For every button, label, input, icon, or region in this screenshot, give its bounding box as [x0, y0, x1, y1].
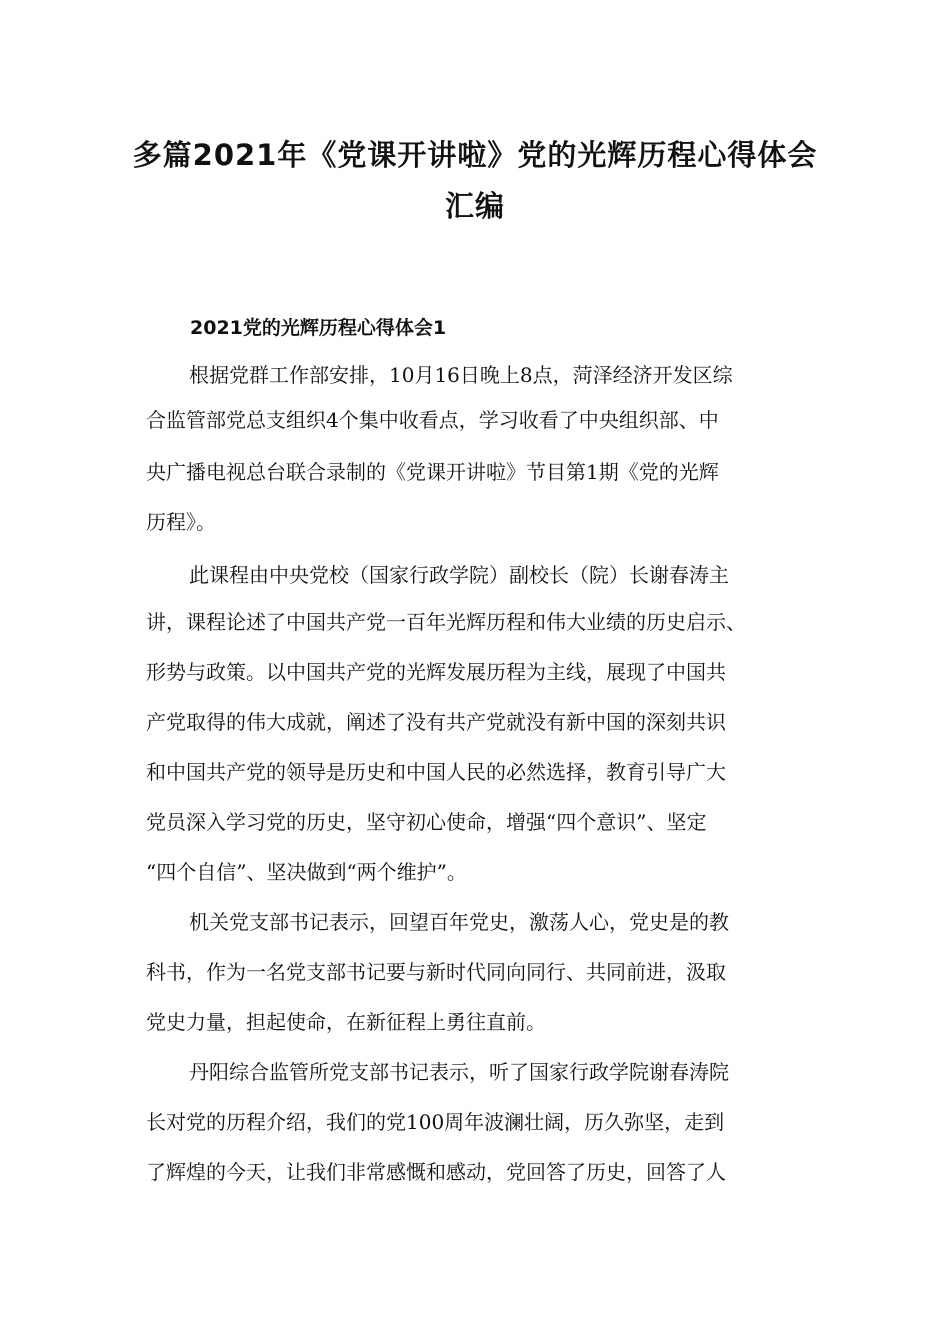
- paragraph-line: 机关党支部书记表示，回望百年党史，激荡人心，党史是的教: [189, 910, 729, 934]
- paragraph-line: 科书，作为一名党支部书记要与新时代同向同行、共同前进，汲取: [146, 960, 726, 984]
- paragraph-line: “四个自信”、坚决做到“两个维护”。: [146, 860, 467, 884]
- paragraph-line: 央广播电视总台联合录制的《党课开讲啦》节目第1期《党的光辉: [146, 460, 719, 484]
- paragraph-line: 根据党群工作部安排，10月16日晚上8点，菏泽经济开发区综: [189, 363, 733, 387]
- paragraph-line: 形势与政策。以中国共产党的光辉发展历程为主线，展现了中国共: [146, 660, 726, 684]
- document-title-line-2: 汇编: [444, 189, 505, 223]
- paragraph-line: 合监管部党总支组织4个集中收看点，学习收看了中央组织部、中: [146, 408, 719, 432]
- section-heading: 2021党的光辉历程心得体会1: [190, 317, 447, 339]
- paragraph-line: 党史力量，担起使命，在新征程上勇往直前。: [146, 1010, 546, 1034]
- paragraph-line: 和中国共产党的领导是历史和中国人民的必然选择，教育引导广大: [146, 760, 726, 784]
- paragraph-line: 了辉煌的今天，让我们非常感慨和感动，党回答了历史，回答了人: [146, 1160, 726, 1184]
- document-title-line-1: 多篇2021年《党课开讲啦》党的光辉历程心得体会: [132, 138, 818, 172]
- paragraph-line: 丹阳综合监管所党支部书记表示，听了国家行政学院谢春涛院: [189, 1060, 729, 1084]
- paragraph-line: 产党取得的伟大成就，阐述了没有共产党就没有新中国的深刻共识: [146, 710, 726, 734]
- paragraph-line: 讲，课程论述了中国共产党一百年光辉历程和伟大业绩的历史启示、: [146, 610, 746, 634]
- paragraph-line: 历程》。: [146, 510, 216, 534]
- paragraph-line: 长对党的历程介绍，我们的党100周年波澜壮阔，历久弥坚，走到: [146, 1110, 725, 1134]
- paragraph-line: 此课程由中央党校（国家行政学院）副校长（院）长谢春涛主: [189, 563, 729, 587]
- paragraph-line: 党员深入学习党的历史，坚守初心使命，增强“四个意识”、坚定: [146, 810, 707, 834]
